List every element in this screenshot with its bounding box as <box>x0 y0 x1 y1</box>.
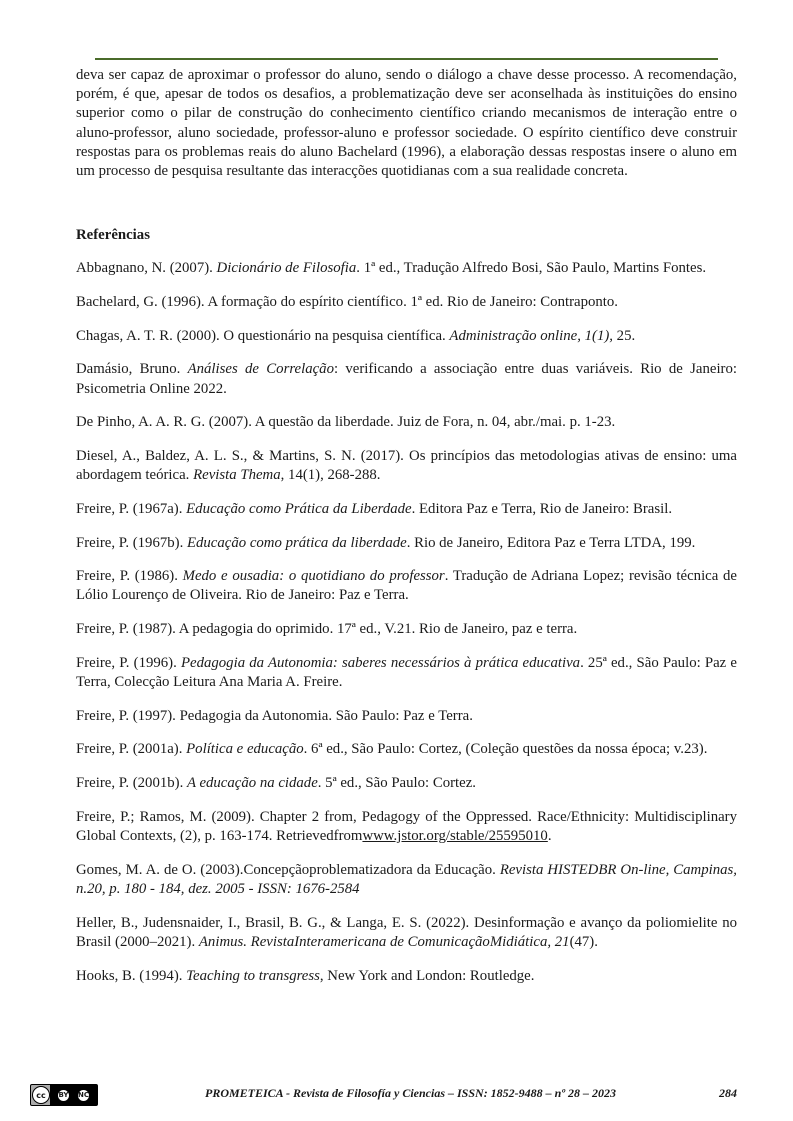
by-icon: BY <box>57 1089 70 1102</box>
reference-text: Gomes, M. A. de O. (2003).Concepçãoproblematizadora da Educação. <box>76 861 500 878</box>
cc-terms <box>50 1085 97 1105</box>
cc-icon: cc <box>32 1086 50 1104</box>
reference-title: Política e educação <box>186 741 304 758</box>
reference-text: (47). <box>569 933 598 950</box>
reference-text: 25. <box>612 327 636 344</box>
reference-list <box>76 259 737 986</box>
reference-text: Freire, P. (1996). <box>76 654 181 671</box>
reference-title: Dicionário de Filosofia <box>216 260 357 277</box>
reference-title: Administração online, 1(1), <box>449 327 613 344</box>
reference-text: Freire, P. (1986). <box>76 568 183 585</box>
reference-text: : verificando a associação entre duas variáveis. Rio de Janeiro: Psicometria Online 2022. <box>76 361 737 397</box>
reference-text: De Pinho, A. A. R. G. (2007). A questão da liberdade. Juiz de Fora, n. 04, abr./mai. p. 1-23. <box>76 414 616 431</box>
reference-title: Pedagogia da Autonomia: saberes necessários à prática educativa <box>180 654 581 671</box>
nc-icon: NC <box>77 1089 90 1102</box>
reference-item <box>76 327 737 346</box>
journal-citation: PROMETEICA - Revista de Filosofía y Ciencias – ISSN: 1852-9488 – nº 28 – 2023 <box>205 1086 616 1100</box>
reference-text: Heller, B., Judensnaider, I., Brasil, B. G., & Langa, E. S. (2022). Desinformação e avanço da poliomielite no Brasil (2000–2021). <box>76 914 737 950</box>
reference-text: . 6ª ed., São Paulo: Cortez, (Coleção questões da nossa época; v.23). <box>303 741 708 758</box>
reference-item <box>76 861 737 899</box>
reference-text: Hooks, B. (1994). <box>76 967 187 984</box>
reference-text: Freire, P.; Ramos, M. (2009). Chapter 2 from, Pedagogy of the Oppressed. Race/Ethnicity: Multidisciplinary Global Contexts, (2), p. 163-174. Retrievedfrom <box>76 808 737 845</box>
page-body <box>76 66 737 1000</box>
reference-text: Freire, P. (1967a). <box>76 500 187 517</box>
references-title: Referências <box>76 227 150 244</box>
reference-item <box>76 914 737 952</box>
reference-title: Animus. RevistaInteramericana de ComunicaçãoMidiática, 21 <box>198 933 570 950</box>
reference-text: , New York and London: Routledge. <box>319 967 535 984</box>
header-rule <box>95 58 718 60</box>
reference-item <box>76 360 737 398</box>
reference-text: Abbagnano, N. (2007). <box>76 260 217 277</box>
reference-title: A educação na cidade <box>186 775 318 792</box>
reference-item <box>76 259 737 278</box>
reference-text: Bachelard, G. (1996). A formação do espírito científico. 1ª ed. Rio de Janeiro: Contraponto. <box>76 293 618 310</box>
reference-text: Freire, P. (1997). Pedagogia da Autonomia. São Paulo: Paz e Terra. <box>76 707 473 724</box>
reference-item <box>76 707 737 726</box>
reference-text: Chagas, A. T. R. (2000). O questionário na pesquisa científica. <box>76 327 450 344</box>
reference-text: . 25ª ed., São Paulo: Paz e Terra, Colecção Leitura Ana Maria A. Freire. <box>76 654 737 691</box>
reference-item <box>76 774 737 793</box>
reference-item <box>76 967 737 986</box>
page-footer <box>30 1084 740 1106</box>
cc-license-badge[interactable] <box>30 1084 98 1106</box>
reference-text: Freire, P. (1967b). <box>76 534 187 551</box>
reference-title: Medo e ousadia: o quotidiano do professor <box>182 568 445 585</box>
reference-text: . Rio de Janeiro, Editora Paz e Terra LTDA, 199. <box>406 534 696 551</box>
reference-text: . 1ª ed., Tradução Alfredo Bosi, São Paulo, Martins Fontes. <box>356 260 707 277</box>
reference-item <box>76 413 737 432</box>
reference-title: Educação como Prática da Liberdade <box>186 500 412 517</box>
reference-text: . Tradução de Adriana Lopez; revisão técnica de Lólio Lourenço de Oliveira. Rio de Janeiro: Paz e Terra. <box>76 568 737 604</box>
reference-text: . Editora Paz e Terra, Rio de Janeiro: Brasil. <box>411 500 673 517</box>
reference-text: Freire, P. (2001a). <box>76 741 187 758</box>
reference-item <box>76 808 737 846</box>
reference-text: Diesel, A., Baldez, A. L. S., & Martins, S. N. (2017). Os princípios das metodologias ativas de ensino: uma abordagem teórica. <box>76 447 737 484</box>
reference-title: Teaching to transgress <box>186 967 320 984</box>
reference-text: . <box>547 828 552 845</box>
reference-title: Revista Thema <box>193 467 281 484</box>
reference-text: , 14(1), 268-288. <box>280 467 381 484</box>
reference-text: Damásio, Bruno. <box>76 361 188 378</box>
reference-title: Análises de Correlação <box>187 361 334 378</box>
intro-paragraph: deva ser capaz de aproximar o professor do aluno, sendo o diálogo a chave desse processo. A recomendação, porém, é que, apesar de todos os desafios, a problematização deve ser aconselhada às instituições do ensino superior como o pilar de construção do conhecimento científico criando mecanismos de interação entre o aluno-professor, aluno sociedade, professor-aluno e professor sociedade. O espírito científico deve construir respostas para os problemas reais do aluno Bachelard (1996), a elaboração dessas respostas insere o aluno em um processo de pesquisa resultante das interacções quotidianas com a sua realidade concreta. <box>76 67 737 180</box>
reference-item <box>76 293 737 312</box>
reference-item <box>76 620 737 639</box>
reference-title: Educação como prática da liberdade <box>186 534 407 551</box>
reference-item <box>76 500 737 519</box>
reference-text: . 5ª ed., São Paulo: Cortez. <box>317 775 476 792</box>
reference-item <box>76 534 737 553</box>
reference-title: Revista HISTEDBR On-line, Campinas, n.20, p. 180 - 184, dez. 2005 - ISSN: 1676-2584 <box>76 861 737 897</box>
reference-text: Freire, P. (1987). A pedagogia do oprimido. 17ª ed., V.21. Rio de Janeiro, paz e terra. <box>76 621 578 638</box>
reference-text: Freire, P. (2001b). <box>76 775 187 792</box>
reference-link[interactable]: www.jstor.org/stable/25595010 <box>362 828 548 845</box>
reference-item <box>76 567 737 605</box>
reference-item <box>76 740 737 759</box>
reference-item <box>76 447 737 485</box>
reference-item <box>76 654 737 692</box>
page-number: 284 <box>719 1086 737 1100</box>
